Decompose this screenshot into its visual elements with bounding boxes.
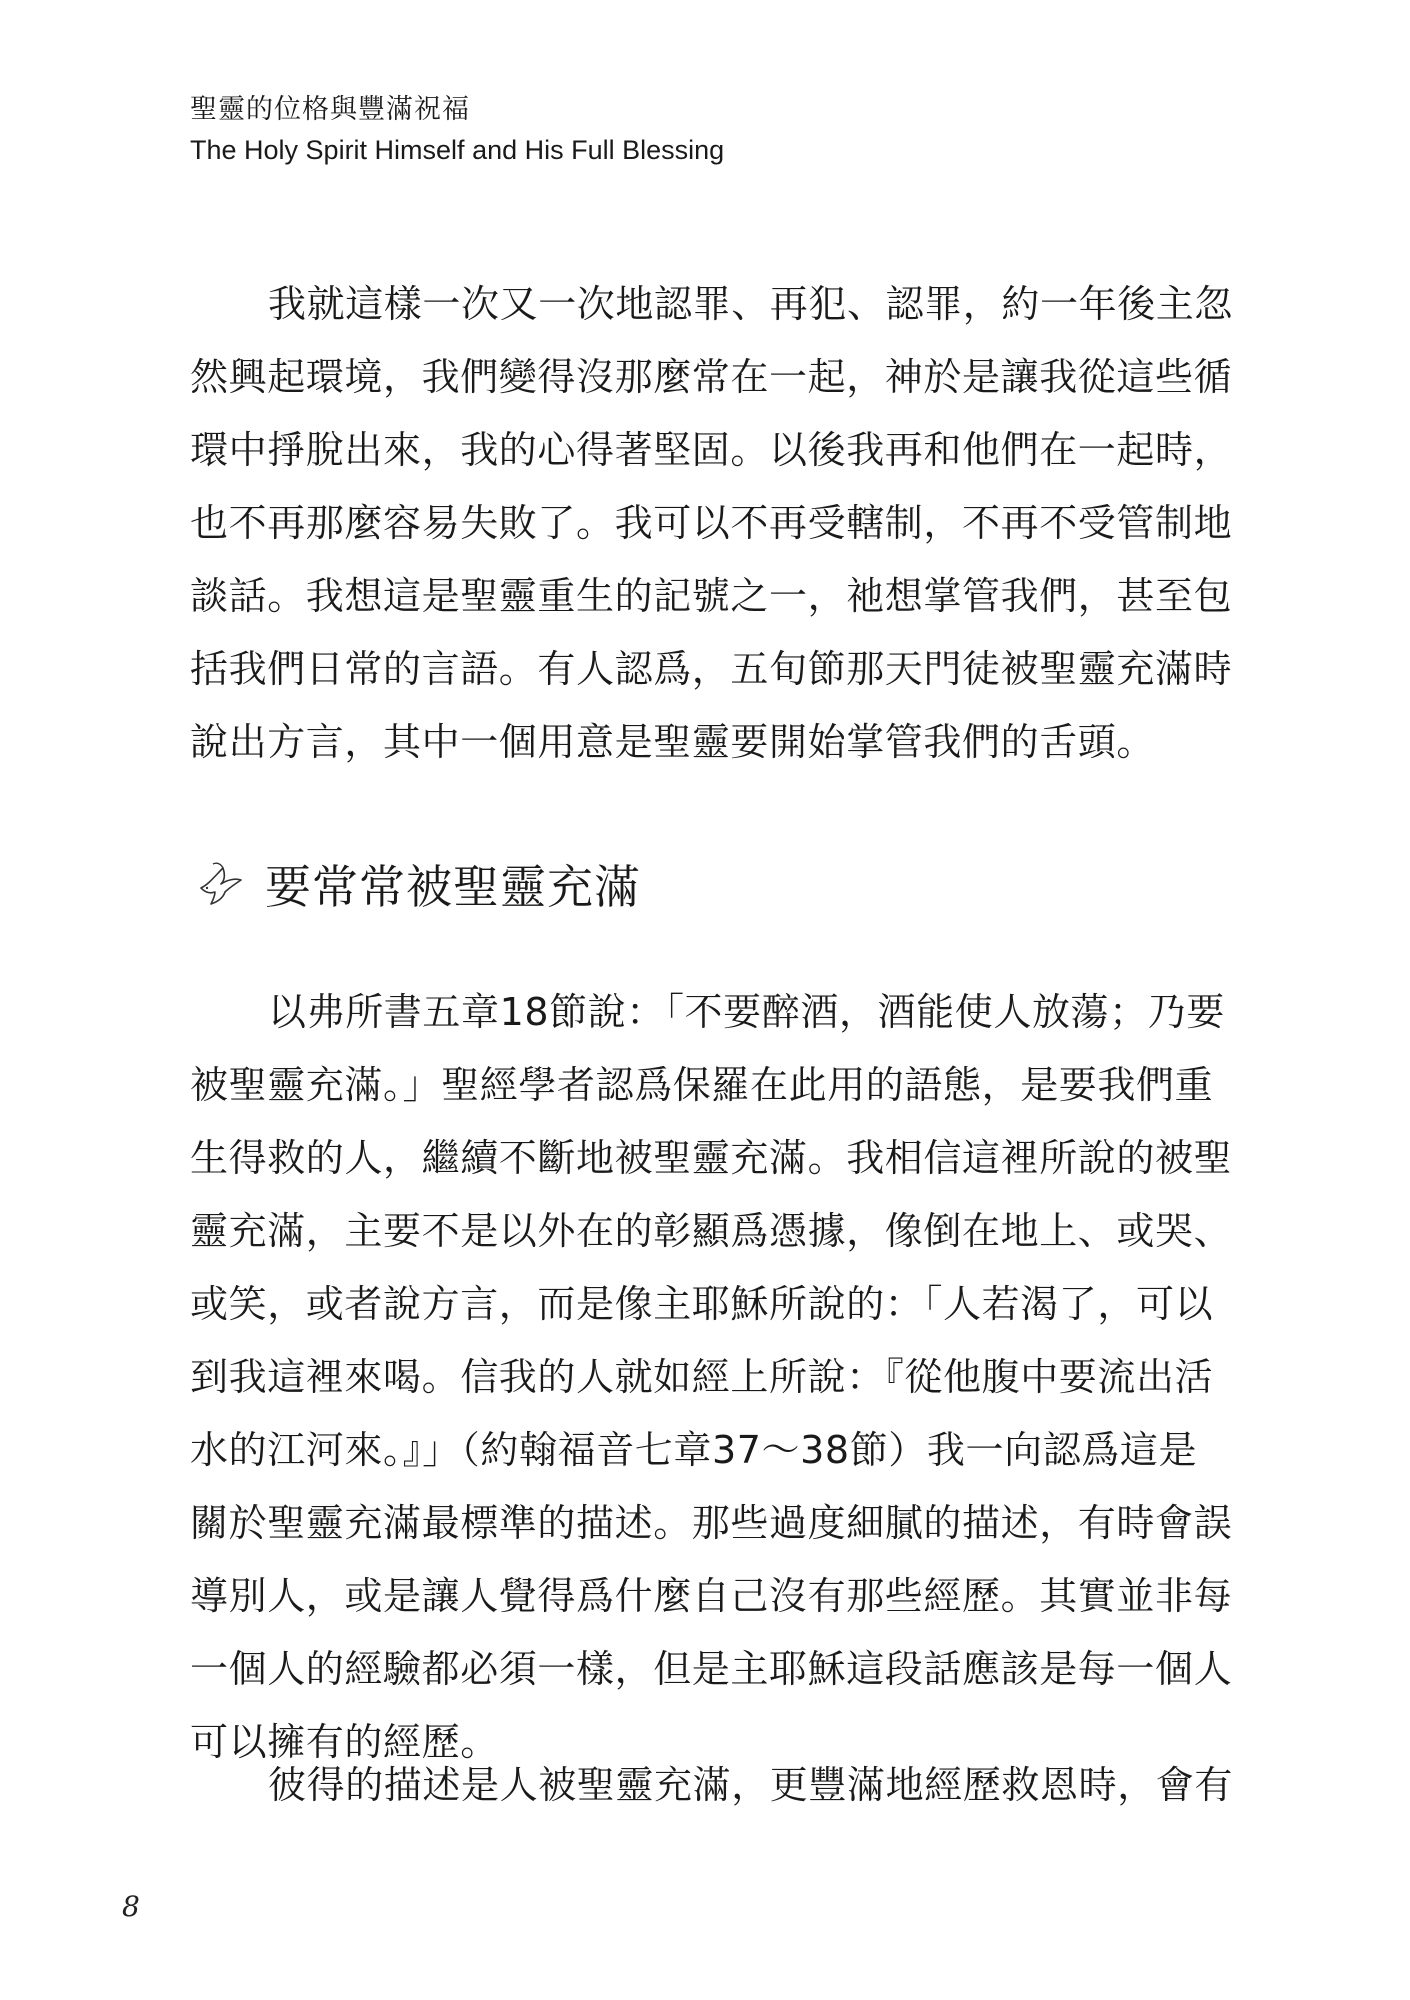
text-line: 談話。我想這是聖靈重生的記號之一，祂想掌管我們，甚至包 [190,574,1233,618]
text-line: 我就這樣一次又一次地認罪、再犯、認罪，約一年後主忽 [268,282,1234,326]
text-line: 生得救的人，繼續不斷地被聖靈充滿。我相信這裡所說的被聖 [190,1136,1233,1180]
section-heading-text: 要常常被聖靈充滿 [265,860,641,914]
text-line: 到我這裡來喝。信我的人就如經上所說：『從他腹中要流出活 [190,1355,1214,1399]
text-line: 一個人的經驗都必須一樣，但是主耶穌這段話應該是每一個人 [190,1647,1233,1691]
section-heading [195,848,641,920]
paragraph [190,976,1250,1779]
page-number: 8 [122,1890,140,1923]
running-header [190,90,724,170]
text-line: 關於聖靈充滿最標準的描述。那些過度細膩的描述，有時會誤 [190,1501,1233,1545]
text-line: 或笑，或者說方言，而是像主耶穌所說的：「人若渴了，可以 [190,1282,1214,1326]
text-line: 也不再那麼容易失敗了。我可以不再受轄制，不再不受管制地 [190,501,1233,545]
paragraph [190,268,1250,779]
text-line: 以弗所書五章18節說：「不要醉酒，酒能使人放蕩；乃要 [268,990,1225,1034]
text-line: 說出方言，其中一個用意是聖靈要開始掌管我們的舌頭。 [190,720,1156,764]
text-line: 導別人，或是讓人覺得爲什麼自己沒有那些經歷。其實並非每 [190,1574,1233,1618]
text-line: 靈充滿，主要不是以外在的彰顯爲憑據，像倒在地上、或哭、 [190,1209,1233,1253]
paragraph [190,1749,1250,1822]
text-line: 被聖靈充滿。」聖經學者認爲保羅在此用的語態，是要我們重 [190,1063,1214,1107]
book-title-english: The Holy Spirit Himself and His Full Blessing [190,135,725,165]
text-line: 彼得的描述是人被聖靈充滿，更豐滿地經歷救恩時，會有 [268,1763,1234,1807]
dove-icon [195,858,247,910]
text-line: 環中掙脫出來，我的心得著堅固。以後我再和他們在一起時， [190,428,1233,472]
text-line: 水的江河來。』」（約翰福音七章37～38節）我一向認爲這是 [190,1428,1198,1472]
text-line: 括我們日常的言語。有人認爲，五旬節那天門徒被聖靈充滿時 [190,647,1233,691]
text-line: 可以擁有的經歷。 [190,1720,499,1764]
text-line: 然興起環境，我們變得沒那麼常在一起，神於是讓我從這些循 [190,355,1233,399]
book-title-chinese: 聖靈的位格與豐滿祝福 [190,94,470,125]
